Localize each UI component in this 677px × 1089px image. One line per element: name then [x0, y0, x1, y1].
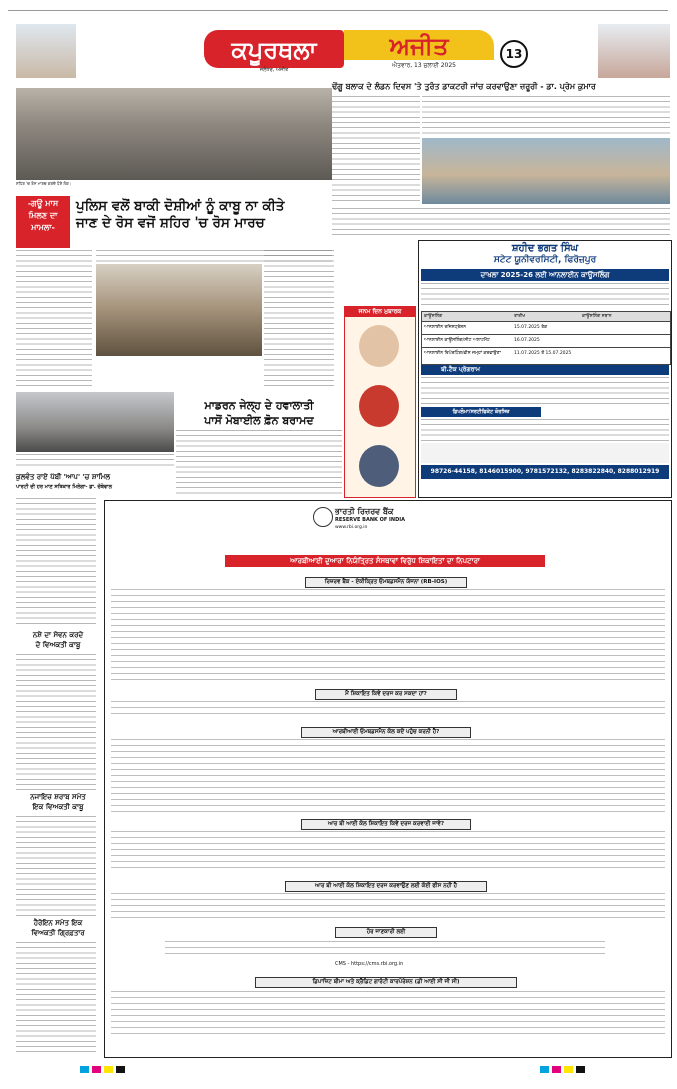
table-cell-1-0: ਆਨਲਾਈਨ ਕਾਊਂਸਲਿੰਗ/ਸੀਟ ਅਲਾਟਮੈਂਟ: [424, 338, 490, 343]
protest-leaders-photo: [96, 264, 262, 356]
birthday-label: ਜਨਮ ਦਿਨ ਮੁਬਾਰਕ: [345, 307, 415, 317]
rbi-section-6-text: [165, 941, 605, 957]
table-cell-2-0: ਆਨਲਾਈਨ ਰਿਪੋਰਟਿੰਗ/ਫੀਸ ਜਮ੍ਹਾਂ ਕਰਵਾਉਣਾ: [424, 351, 501, 356]
birthday-box: [344, 306, 416, 498]
masthead-right-photo: [598, 24, 670, 78]
masthead-banner: [204, 30, 523, 74]
kulwant-headline-line2: ਪਾਰਟੀ ਦੀ ਹਰ ਮਾਣ ਸਤਿਕਾਰ ਮਿਲੇਗਾ- ਡਾ. ਚੱਬੇਵਾਲ: [16, 484, 112, 490]
rbi-main-title: ਆਰਬੀਆਈ ਦੁਆਰਾ ਨਿਯੰਤ੍ਰਿਤ ਸੰਸਥਾਵਾਂ ਵਿਰੁੱਧ ਸ਼ਿਕਾਇਤਾਂ ਦਾ ਨਿਪਟਾਰਾ: [225, 555, 545, 567]
table-head-1: ਤਾਰੀਖ: [514, 314, 526, 319]
jail-headline-line1: ਮਾਡਰਨ ਜੇਲ੍ਹ ਦੇ ਹਵਾਲਾਤੀ: [204, 399, 314, 412]
masthead-left-photo: [16, 24, 76, 78]
magenta-swatch-2: [552, 1066, 561, 1073]
left-story-text: [16, 250, 92, 390]
left-col-text-3: [16, 816, 96, 916]
university-title-1: ਸ਼ਹੀਦ ਭਗਤ ਸਿੰਘ: [511, 243, 579, 254]
btech-bar: ਬੀ.ਟੈਕ ਪ੍ਰੋਗਰਾਮ: [421, 365, 669, 375]
rbi-section-6: ਹੋਰ ਜਾਣਕਾਰੀ ਲਈ: [335, 927, 437, 938]
rbi-advertisement: [104, 500, 672, 1058]
left-col-text-1: [16, 498, 96, 626]
rbi-section-2: ਮੈਂ ਸ਼ਿਕਾਇਤ ਕਿਵੇਂ ਦਰਜ ਕਰ ਸਕਦਾ ਹਾਂ?: [315, 689, 457, 700]
banner-title-left: ਕਪੂਰਥਲਾ: [204, 30, 344, 68]
banner-subtitle: ਜਲੰਧਰ, ਅਜੀਤ: [259, 67, 289, 73]
kulwant-group-photo: [16, 392, 174, 452]
protest-photo-caption: ਸ਼ਹਿਰ 'ਚ ਰੋਸ ਮਾਰਚ ਕਰਦੇ ਹੋਏ ਲੋਕ।: [16, 181, 72, 186]
rbi-logo-text: ਭਾਰਤੀ ਰਿਜ਼ਰਵ ਬੈਂਕ: [335, 507, 394, 516]
left-col-text-2: [16, 654, 96, 790]
sharab-headline: [16, 792, 100, 812]
masthead: [8, 22, 670, 80]
jail-headline-line2: ਪਾਸੋਂ ਮੋਬਾਈਲ ਫ਼ੋਨ ਬਰਾਮਦ: [204, 414, 314, 427]
rbi-section-7: ਡਿਪਾਜ਼ਿਟ ਬੀਮਾ ਅਤੇ ਕ੍ਰੈਡਿਟ ਗਾਰੰਟੀ ਕਾਰਪੋਰੇਸ਼ਨ (ਡੀ ਆਈ ਸੀ ਜੀ ਸੀ): [255, 977, 517, 988]
heroin-headline-line2: ਵਿਅਕਤੀ ਗ੍ਰਿਫ਼ਤਾਰ: [31, 929, 85, 937]
nashe-headline-line2: ਦੋ ਵਿਅਕਤੀ ਕਾਬੂ: [35, 641, 81, 649]
admission-bar: ਦਾਖਲਾ 2025-26 ਲਈ ਆਨਲਾਈਨ ਕਾਊਂਸਲਿੰਗ: [421, 269, 669, 281]
main-headline: [76, 198, 338, 232]
table-cell-1-1: 16.07.2025: [514, 338, 540, 343]
main-headline-line2: ਜਾਣ ਦੇ ਰੋਸ ਵਜੋਂ ਸ਼ਹਿਰ 'ਚ ਰੋਸ ਮਾਰਚ: [76, 215, 265, 231]
registration-line: [8, 10, 668, 11]
rbi-website: www.rbi.org.in: [335, 525, 368, 530]
rbi-section-3-text: [111, 739, 665, 817]
rbi-section-2-text: [111, 701, 665, 719]
birthday-photo-2: [359, 385, 399, 427]
rbi-section-4-text: [111, 831, 665, 873]
kulwant-headline-line1: ਕੁਲਵੰਤ ਰਾਏ ਪੱਬੀ 'ਆਪ' 'ਚ ਸ਼ਾਮਿਲ: [16, 473, 111, 481]
center-story-text-right: [264, 250, 334, 390]
right-top-text-col: [332, 96, 420, 206]
right-middle-text: [332, 208, 670, 238]
protest-photo: [16, 88, 332, 180]
cyan-swatch: [80, 1066, 89, 1073]
banner-date: ਐਤਵਾਰ, 13 ਜੁਲਾਈ 2025: [392, 62, 456, 69]
right-top-text-row: [422, 96, 670, 136]
jail-headline: [176, 398, 342, 428]
btech-text: [421, 377, 669, 405]
table-cell-0-1: 15.07.2025 ਤੱਕ: [514, 325, 548, 330]
rbi-section-5: ਆਰ ਬੀ ਆਈ ਕੋਲ ਸ਼ਿਕਾਇਤ ਦਰਜ ਕਰਵਾਉਣ ਲਈ ਕੋਈ ਫੀਸ ਨਹੀਂ ਹੈ: [285, 881, 487, 892]
cyan-swatch-2: [540, 1066, 549, 1073]
black-swatch-2: [576, 1066, 585, 1073]
rbi-section-1: ਰਿਜ਼ਰਵ ਬੈਂਕ - ਏਕੀਕ੍ਰਿਤ ਓਮਬਡਸਮੈਨ ਯੋਜਨਾ (RB-IOS): [305, 577, 467, 588]
nashe-headline: [16, 630, 100, 650]
main-headline-line1: ਪੁਲਿਸ ਵਲੋਂ ਬਾਕੀ ਦੋਸ਼ੀਆਂ ਨੂੰ ਕਾਬੂ ਨਾ ਕੀਤੇ: [76, 198, 285, 214]
rbi-section-7-text: [111, 991, 665, 1039]
university-ad: [418, 240, 672, 498]
jail-story-text: [176, 430, 342, 496]
diploma-text: [421, 419, 669, 441]
university-title-2: ਸਟੇਟ ਯੂਨੀਵਰਸਿਟੀ, ਫਿਰੋਜ਼ਪੁਰ: [493, 255, 597, 265]
table-cell-0-0: ਆਨਲਾਈਨ ਰਜਿਸਟ੍ਰੇਸ਼ਨ: [424, 325, 467, 330]
table-head-0: ਕਾਊਂਸਲਿੰਗ: [424, 314, 443, 319]
rbi-section-5-text: [111, 893, 665, 919]
left-col-text-4: [16, 942, 96, 1052]
heroin-headline-line1: ਹੈਰੋਇਨ ਸਮੇਤ ਇਕ: [33, 919, 83, 927]
rbi-section-3: ਆਰਬੀਆਈ ਓਮਬਡਸਮੈਨ ਕੋਲ ਕਦੋਂ ਪਹੁੰਚ ਕਰਨੀ ਹੈ?: [301, 727, 471, 738]
table-cell-2-1: 11.07.2025 ਤੋਂ 15.07.2025: [514, 351, 572, 356]
bottom-color-bar: [40, 1066, 640, 1076]
nashe-headline-line1: ਨਸ਼ੇ ਦਾ ਸੇਵਨ ਕਰਦੇ: [32, 631, 84, 639]
black-swatch: [116, 1066, 125, 1073]
birthday-photo-3: [359, 445, 399, 487]
rbi-cms-line: CMS - https://cms.rbi.org.in: [335, 961, 404, 967]
health-awareness-photo: [422, 138, 670, 204]
banner-title-right: ਅਜੀਤ: [344, 30, 494, 60]
yellow-swatch-2: [564, 1066, 573, 1073]
yellow-swatch: [104, 1066, 113, 1073]
rbi-section-4: ਆਰ ਬੀ ਆਈ ਕੋਲ ਸ਼ਿਕਾਇਤ ਕਿਵੇਂ ਦਰਜ ਕਰਵਾਈ ਜਾਵੇ?: [301, 819, 471, 830]
rbi-logo-sub: RESERVE BANK OF INDIA: [335, 517, 405, 523]
heroin-headline: [16, 918, 100, 938]
rbi-section-1-text: [111, 589, 665, 685]
top-right-headline: ਢੋਂਗੂ ਬਲਾਕ ਦੇ ਲੰਡਨ ਦਿਵਸ 'ਤੇ ਤੁਰੰਤ ਡਾਕਟਰੀ ਜਾਂਚ ਕਰਵਾਉਣਾ ਜ਼ਰੂਰੀ - ਡਾ. ਪ੍ਰੇਮ ਕੁਮਾਰ: [332, 82, 596, 91]
kicker-label: -ਗਊ ਮਾਸ ਮਿਲਣ ਦਾ ਮਾਮਲਾ-: [16, 196, 70, 248]
page-number: 13: [500, 40, 528, 68]
kulwant-photo-caption: [16, 454, 174, 468]
admission-text: [421, 283, 669, 309]
ad-note: [421, 443, 669, 463]
sharab-headline-line1: ਨਜਾਇਜ਼ ਸ਼ਰਾਬ ਸਮੇਤ: [30, 793, 86, 801]
contact-phones: 98726-44158, 8146015900, 9781572132, 8283822840, 8288012919: [421, 465, 669, 479]
diploma-bar: ਡਿਪਲੋਮਾ/ਸਰਟੀਫਿਕੇਟ ਕੋਰਸਿਜ਼: [421, 407, 541, 417]
sharab-headline-line2: ਇਕ ਵਿਅਕਤੀ ਕਾਬੂ: [32, 803, 84, 811]
table-head-2: ਕਾਊਂਸਲਿੰਗ ਸਥਾਨ: [582, 314, 612, 319]
counselling-table: [421, 311, 671, 365]
kulwant-headline: [16, 472, 174, 492]
magenta-swatch: [92, 1066, 101, 1073]
birthday-photo-1: [359, 325, 399, 367]
rbi-emblem-icon: [313, 507, 333, 527]
